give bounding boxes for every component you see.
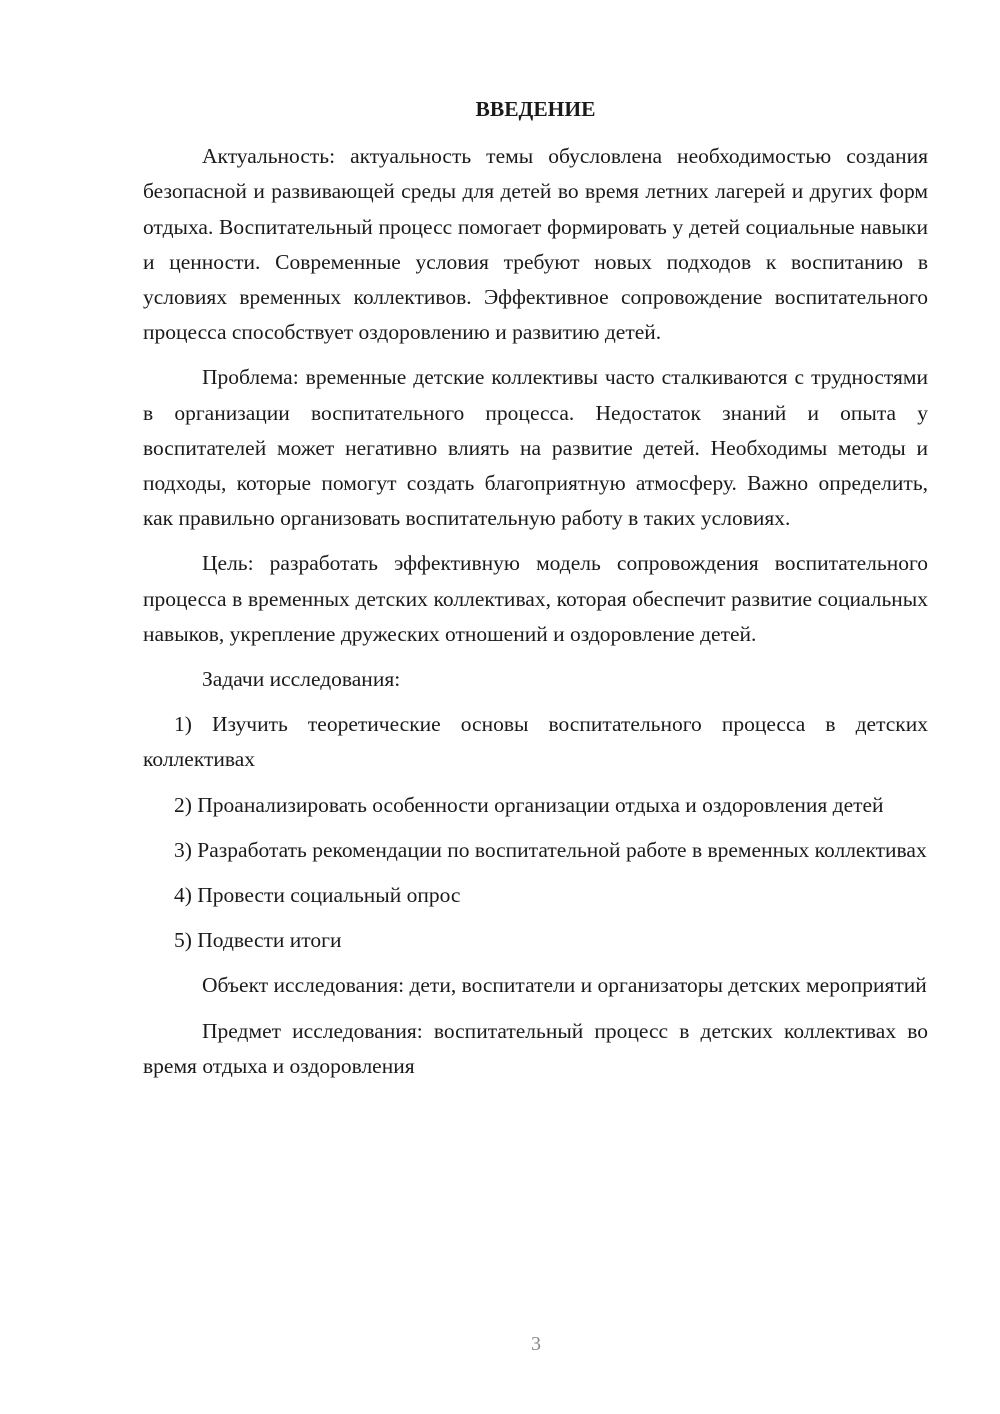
problem-paragraph: Проблема: временные детские коллективы часто сталкиваются с трудностями в организации воспитательного процесса. Недостаток знаний и опыта у воспитателей может негативно влиять на развитие детей. Необходимы методы и подходы, которые помогут создать благоприятную атмосферу. Важно определить, как правильно организовать воспитательную работу в таких условиях. xyxy=(143,365,928,531)
goal-paragraph: Цель: разработать эффективную модель сопровождения воспитательного процесса в временных детских коллективах, которая обеспечит развитие социальных навыков, укрепление дружеских отношений и оздоровление детей. xyxy=(143,551,928,646)
task-item: 2) Проанализировать особенности организации отдыха и оздоровления детей xyxy=(174,792,884,817)
document-body xyxy=(143,92,928,1094)
object-paragraph: Объект исследования: дети, воспитатели и организаторы детских мероприятий xyxy=(202,973,927,998)
subject-paragraph: Предмет исследования: воспитательный процесс в детских коллективах во время отдыха и оздоровления xyxy=(143,1018,928,1078)
tasks-heading: Задачи исследования: xyxy=(202,667,401,692)
task-item: 1) Изучить теоретические основы воспитательного процесса в детских коллективах xyxy=(143,712,928,772)
section-title: ВВЕДЕНИЕ xyxy=(475,97,596,121)
task-item: 4) Провести социальный опрос xyxy=(174,883,461,908)
task-item: 3) Разработать рекомендации по воспитательной работе в временных коллективах xyxy=(174,837,927,862)
page-number: 3 xyxy=(531,1333,541,1355)
relevance-paragraph: Актуальность: актуальность темы обусловлена необходимостью создания безопасной и развивающей среды для детей во время летних лагерей и других форм отдыха. Воспитательный процесс помогает формировать у детей социальные навыки и ценности. Современные условия требуют новых подходов к воспитанию в условиях временных коллективов. Эффективное сопровождение воспитательного процесса способствует оздоровлению и развитию детей. xyxy=(143,144,928,345)
task-item: 5) Подвести итоги xyxy=(174,928,342,953)
